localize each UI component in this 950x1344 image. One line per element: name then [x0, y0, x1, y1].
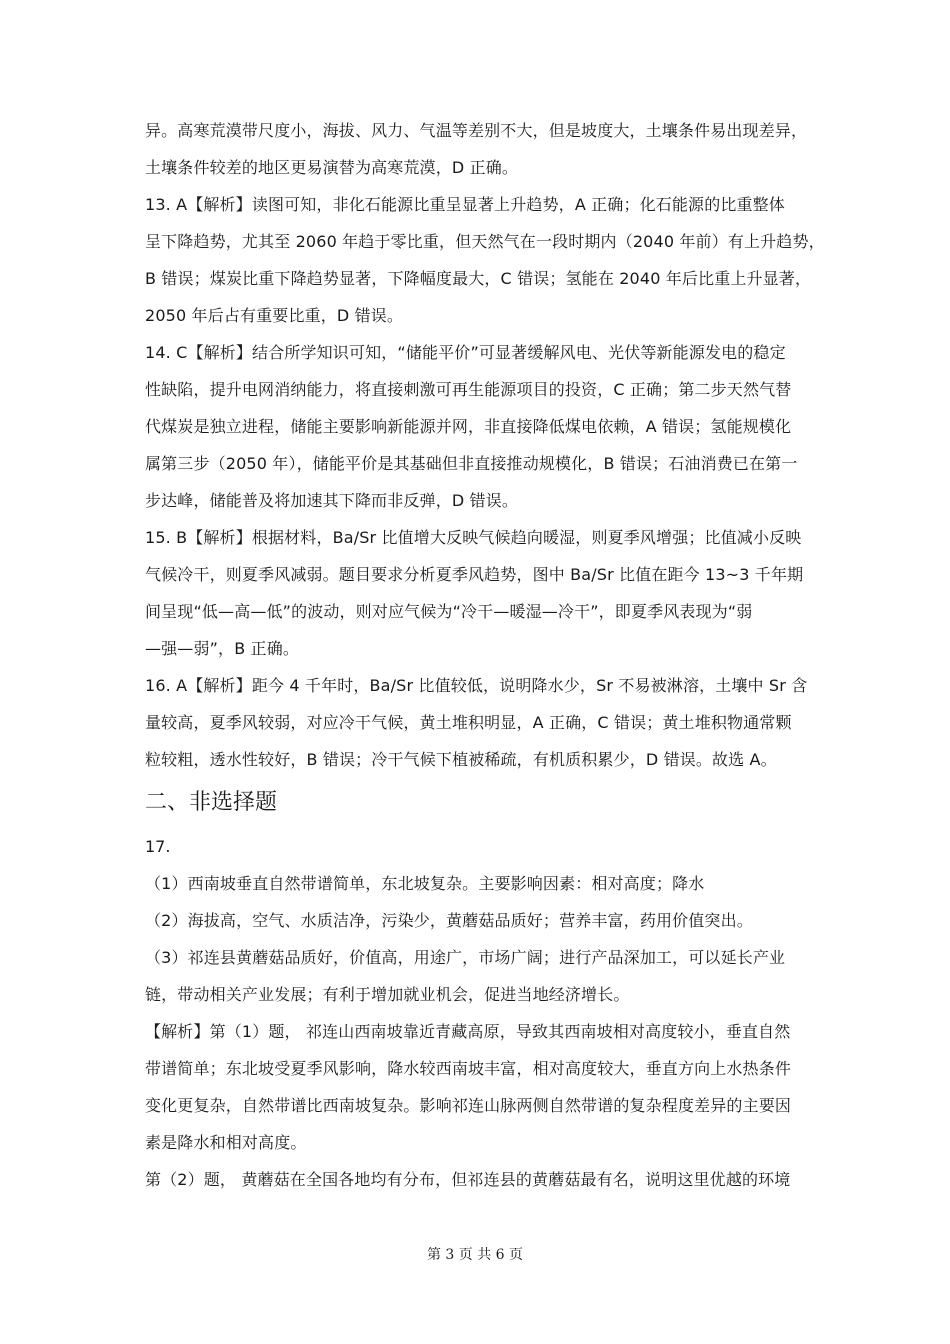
question-17-number: 17.	[145, 837, 171, 856]
text-line: 16. A【解析】距今 4 千年时，Ba/Sr 比值较低，说明降水少，Sr 不易被淋溶，土壤中 Sr 含	[145, 676, 808, 695]
text-line: 代煤炭是独立进程，储能主要影响新能源并网，非直接降低煤电依赖，A 错误；氢能规模化	[145, 417, 792, 436]
text-line: 【解析】第（1）题， 祁连山西南坡靠近青藏高原，导致其西南坡相对高度较小，垂直自然	[145, 1022, 791, 1041]
question-13-analysis	[145, 186, 825, 334]
text-line: 14. C【解析】结合所学知识可知，“储能平价”可显著缓解风电、光伏等新能源发电的稳定	[145, 343, 786, 362]
question-16-analysis	[145, 667, 813, 778]
text-line: 粒较粗，透水性较好，B 错误；冷干气候下植被稀疏，有机质积累少，D 错误。故选 A。	[145, 750, 777, 769]
text-line: （3）祁连县黄蘑菇品质好，价值高，用途广，市场广阔；进行产品深加工，可以延长产业	[145, 948, 786, 967]
page-footer	[0, 1245, 950, 1265]
text-line: 链，带动相关产业发展；有利于增加就业机会，促进当地经济增长。	[145, 985, 630, 1004]
intro-paragraph	[145, 112, 813, 186]
section-heading: 二、非选择题	[145, 790, 278, 815]
text-line: 步达峰，储能普及将加速其下降而非反弹，D 错误。	[145, 491, 519, 510]
text-line: 气候冷干，则夏季风减弱。题目要求分析夏季风趋势，图中 Ba/Sr 比值在距今 13~3 千年期	[145, 565, 804, 584]
text-line: 量较高，夏季风较弱，对应冷干气候，黄土堆积明显，A 正确，C 错误；黄土堆积物通常颗	[145, 713, 792, 732]
question-14-analysis	[145, 334, 813, 519]
page-number: 第 3 页 共 6 页	[426, 1247, 524, 1263]
text-line: （1）西南坡垂直自然带谱简单，东北坡复杂。主要影响因素：相对高度；降水	[145, 874, 705, 893]
text-line: 异。高寒荒漠带尺度小，海拔、风力、气温等差别不大，但是坡度大，土壤条件易出现差异，	[145, 121, 808, 140]
text-line: 第（2）题， 黄蘑菇在全国各地均有分布，但祁连县的黄蘑菇最有名，说明这里优越的环境	[145, 1170, 791, 1189]
text-line: 属第三步（2050 年），储能平价是其基础但非直接推动规模化，B 错误；石油消费已在第一	[145, 454, 798, 473]
text-line: 间呈现“低—高—低”的波动，则对应气候为“冷干—暖湿—冷干”，即夏季风表现为“弱	[145, 602, 753, 621]
question-17-analysis	[145, 1013, 813, 1198]
question-15-analysis	[145, 519, 813, 667]
text-line: 呈下降趋势，尤其至 2060 年趋于零比重，但天然气在一段时期内（2040 年前）有上升趋势，	[145, 232, 825, 251]
text-line: 2050 年后占有重要比重，D 错误。	[145, 306, 404, 325]
text-line: 15. B【解析】根据材料，Ba/Sr 比值增大反映气候趋向暖湿，则夏季风增强；比值减小反映	[145, 528, 802, 547]
text-line: 13. A【解析】读图可知，非化石能源比重呈显著上升趋势，A 正确；化石能源的比重整体	[145, 195, 785, 214]
text-line: 带谱简单；东北坡受夏季风影响，降水较西南坡丰富，相对高度较大，垂直方向上水热条件	[145, 1059, 792, 1078]
text-line: 土壤条件较差的地区更易演替为高寒荒漠，D 正确。	[145, 158, 519, 177]
text-line: 素是降水和相对高度。	[145, 1133, 307, 1152]
text-line: （2）海拔高，空气、水质洁净，污染少，黄蘑菇品质好；营养丰富，药用价值突出。	[145, 911, 753, 930]
text-line: 变化更复杂，自然带谱比西南坡复杂。影响祁连山脉两侧自然带谱的复杂程度差异的主要因	[145, 1096, 792, 1115]
text-line: —强—弱”，B 正确。	[145, 639, 300, 658]
text-line: 性缺陷，提升电网消纳能力，将直接刺激可再生能源项目的投资，C 正确；第二步天然气替	[145, 380, 792, 399]
text-line: B 错误；煤炭比重下降趋势显著，下降幅度最大，C 错误；氢能在 2040 年后比重上升显著，	[145, 269, 812, 288]
document-body	[145, 112, 825, 1198]
question-17-answers	[145, 865, 813, 1013]
